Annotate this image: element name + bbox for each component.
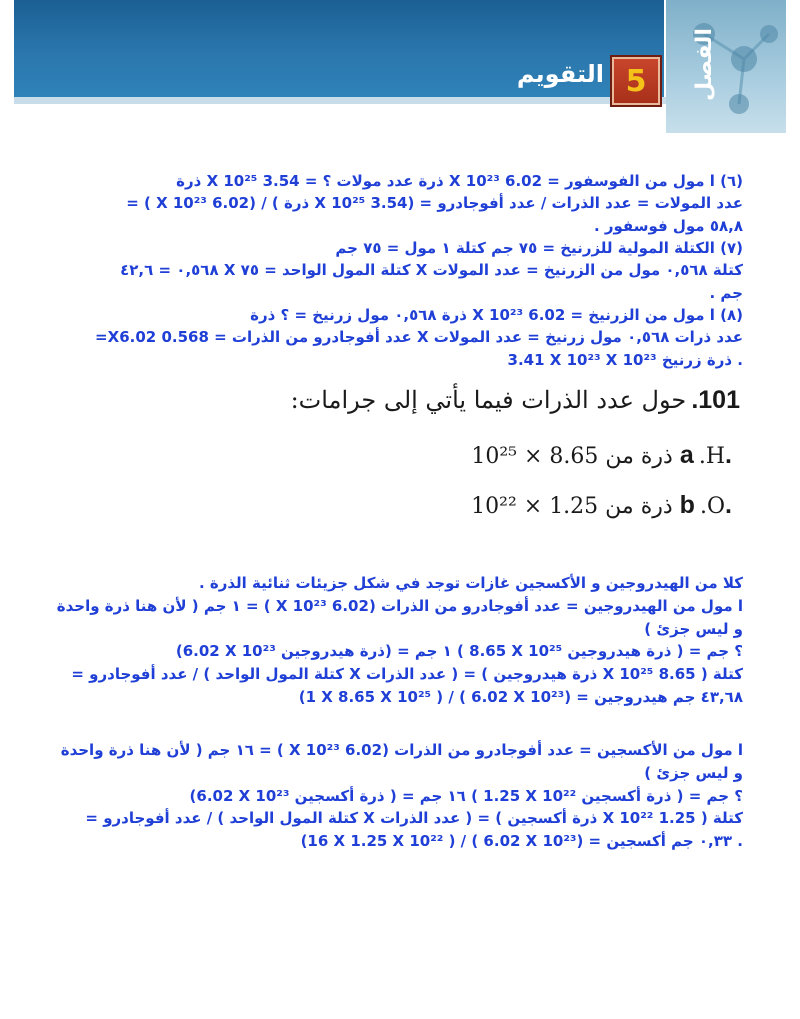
oxygen-line-1: ا مول من الأكسجين = عدد أفوجادرو من الذرات (6.02 X 10²³ ) = ١٦ جم ( لأن هنا ذرة واحدة (60, 741, 743, 759)
question-number: 101. (691, 386, 740, 414)
oxygen-line-2: و ليس جزئ ) (644, 764, 743, 782)
oxygen-line-5: (16 X 1.25 X 10²² ) / ( 6.02 X 10²³) = ٠,٣٣ جم أكسجين . (300, 832, 743, 850)
hydrogen-line-2: ا مول من الهيدروجين = عدد أفوجادرو من الذرات (6.02 X 10²³ ) = ١ جم ( لأن هنا ذرة واحدة (56, 597, 743, 615)
section-title: التقويم (516, 60, 604, 88)
question-text: حول عدد الذرات فيما يأتي إلى جرامات: (290, 386, 687, 414)
chapter-banner (14, 0, 786, 133)
hydrogen-line-1: كلا من الهيدروجين و الأكسجين غازات توجد في شكل جزيئات ثنائية الذرة . (198, 574, 743, 592)
answer-8-line-2: عدد ذرات ٠,٥٦٨ مول زرنيخ = عدد المولات X عدد أفوجادرو من الذرات = 0.568 X6.02= (95, 328, 743, 346)
chapter-label: الفصل (692, 28, 717, 102)
answer-6-line-1: (٦) ا مول من الفوسفور = 6.02 X 10²³ ذرة عدد مولات ؟ = 3.54 X 10²⁵ ذرة (176, 172, 743, 190)
part-a-label: .a (679, 441, 732, 469)
answer-8-line-3: 3.41 X 10²³ X 10²³ ذرة زرنيخ . (507, 351, 743, 369)
hydrogen-line-3: و ليس جزئ ) (644, 620, 743, 638)
hydrogen-line-4: (6.02 X 10²³ ذرة هيدروجين) = ١ جم ( 8.65 X 10²⁵ ذرة هيدروجين ) = ؟ جم (175, 642, 743, 660)
chapter-number-badge: 5 (612, 57, 660, 105)
part-a-text: .H ذرة من 8.65 × 10²⁵ (471, 444, 726, 469)
question-101 (291, 386, 740, 415)
oxygen-line-3: (6.02 X 10²³ ذرة أكسجين ) = ١٦ جم ( 1.25 X 10²² ذرة أكسجين ) = ؟ جم (189, 787, 743, 805)
part-b-label: .b (679, 491, 732, 519)
question-part-b (471, 491, 732, 520)
answer-7-line-2: كتلة ٠,٥٦٨ مول من الزرنيخ = عدد المولات X كتلة المول الواحد = ٧٥ X ٠,٥٦٨ = ٤٢,٦ (120, 261, 743, 279)
part-b-text: .O ذرة من 1.25 × 10²² (471, 494, 726, 519)
answer-6-line-3: ٥٨,٨ مول فوسفور . (593, 217, 743, 235)
answer-7-line-3: جم . (709, 284, 743, 302)
hydrogen-line-6: (1 X 8.65 X 10²⁵ ) / ( 6.02 X 10²³) = ٤٣,٦٨ جم هيدروجين (298, 688, 743, 706)
answer-8-line-1: (٨) ا مول من الزرنيخ = 6.02 X 10²³ ذرة ٠,٥٦٨ مول زرنيخ = ؟ ذرة (250, 306, 743, 324)
answer-7-line-1: (٧) الكتلة المولية للزرنيخ = ٧٥ جم كتلة ١ مول = ٧٥ جم (335, 239, 743, 257)
hydrogen-line-5: كتلة ( 8.65 X 10²⁵ ذرة هيدروجين ) = ( عدد الذرات X كتلة المول الواحد ) / عدد أفوجادرو = (71, 665, 743, 683)
question-part-a (471, 441, 732, 470)
oxygen-line-4: كتلة ( 1.25 X 10²² ذرة أكسجين ) = ( عدد الذرات X كتلة المول الواحد ) / عدد أفوجادرو = (85, 809, 743, 827)
answer-6-line-2: عدد المولات = عدد الذرات / عدد أفوجادرو = (3.54 X 10²⁵ ذرة ) / (6.02 X 10²³ ) = (126, 194, 743, 212)
